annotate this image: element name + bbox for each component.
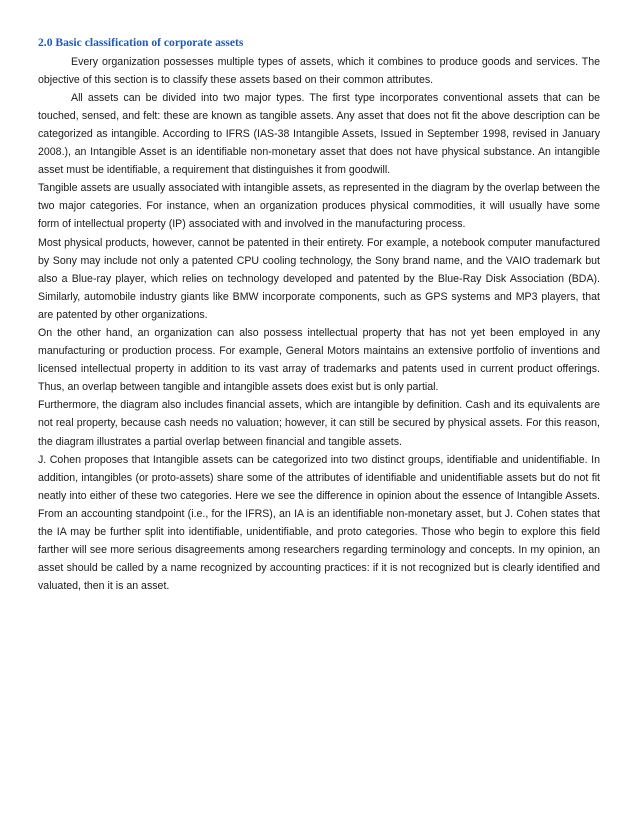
paragraph-intro: Every organization possesses multiple types of assets, which it combines to produce goods and services. The objective of this section is to classify these assets based on their common attributes.	[38, 55, 600, 86]
paragraph-tangible-intangible-overlap: Tangible assets are usually associated with intangible assets, as represented in the diagram by the overlap between the two major categories. For instance, when an organization produces physical commodities, it will usually have some form of intellectual property (IP) associated with and involved in the manufacturing process.	[38, 182, 600, 231]
paragraph-asset-types: All assets can be divided into two major types. The first type incorporates conventional assets that can be touched, sensed, and felt: these are known as tangible assets. Any asset that does not fit the above description can be categorized as intangible. According to IFRS (IAS-38 Intangible Assets, Issued in September 1998, revised in January 2008.), an Intangible Asset is an identifiable non-monetary asset that does not have physical substance. An intangible asset must be identifiable, a requirement that distinguishes it from goodwill.	[38, 91, 600, 177]
paragraph-cohen-classification: J. Cohen proposes that Intangible assets can be categorized into two distinct groups, identifiable and unidentifiable. In addition, intangibles (or proto-assets) share some of the attributes of identifiable and unidentifiable assets but do not fit neatly into either of these two categories. Here we see the difference in opinion about the essence of Intangible Assets. From an accounting standpoint (i.e., for the IFRS), an IA is an identifiable non-monetary asset, but J. Cohen states that the IA may be further split into identifiable, unidentifiable, and proto categories. Those who begin to explore this field farther will see more serious disagreements among researchers regarding terminology and concepts. In my opinion, an asset should be called by a name recognized by accounting practices: if it is not recognized but is clearly identified and valuated, then it is an asset.	[38, 453, 600, 593]
section-heading: 2.0 Basic classification of corporate assets	[38, 36, 244, 49]
paragraph-financial-assets: Furthermore, the diagram also includes financial assets, which are intangible by definition. Cash and its equivalents are not real property, because cash needs no valuation; however, it can still be secured by physical assets. For this reason, the diagram illustrates a partial overlap between financial and tangible assets.	[38, 399, 600, 448]
paragraph-physical-products: Most physical products, however, cannot be patented in their entirety. For example, a notebook computer manufactured by Sony may include not only a patented CPU cooling technology, the Sony brand name, and the VAIO trademark but also a Blue-ray player, which relies on technology developed and patented by the Blue-Ray Disk Association (BDA). Similarly, automobile industry giants like BMW incorporate components, such as GPS systems and MP3 players, that are patented by other organizations.	[38, 236, 600, 321]
document-page	[38, 34, 600, 595]
paragraph-unused-ip: On the other hand, an organization can also possess intellectual property that has not yet been employed in any manufacturing or production process. For example, General Motors maintains an extensive portfolio of inventions and licensed intellectual property in addition to its vast array of trademarks and patents used in current product offerings. Thus, an overlap between tangible and intangible assets does exist but is only partial.	[38, 327, 600, 394]
